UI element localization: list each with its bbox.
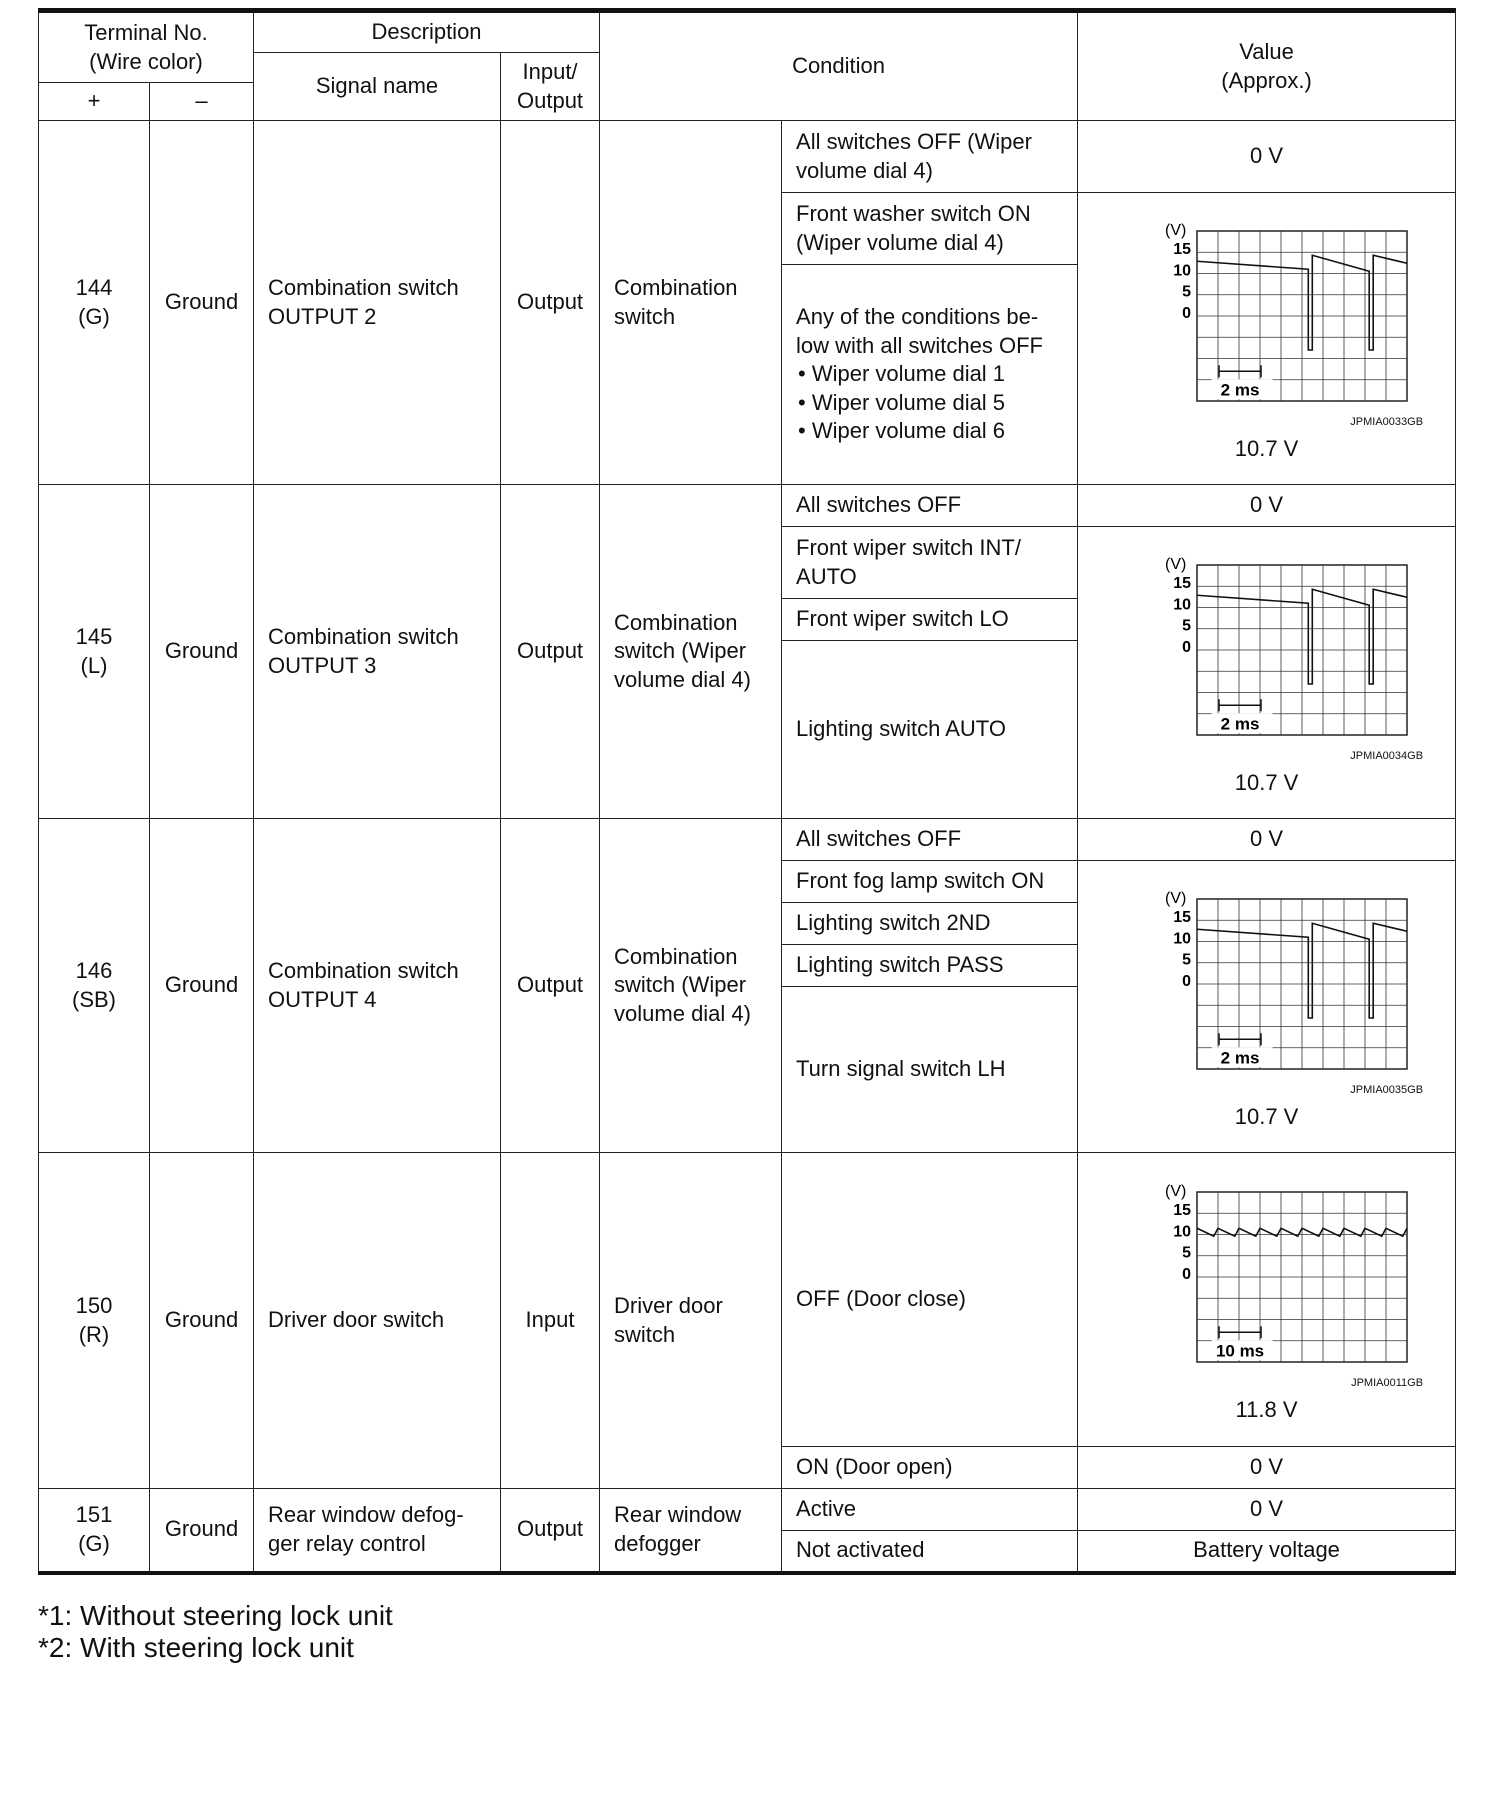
terminal-145 (39, 485, 150, 819)
header-minus: – (150, 83, 254, 121)
waveform-tick: 0 (1181, 972, 1191, 990)
terminal-144 (39, 121, 150, 485)
wire-color: (L) (80, 652, 108, 678)
io-cell: Output (501, 485, 600, 819)
header-value-label: Value (1239, 38, 1294, 64)
footnote-2: *2: With steering lock unit (38, 1632, 354, 1663)
terminal-146 (39, 819, 150, 1153)
signal-name: Driver door switch (254, 1153, 501, 1489)
waveform-tick: 10 (1172, 596, 1191, 614)
header-terminal-label: Terminal No. (84, 19, 208, 45)
io-cell: Input (501, 1153, 600, 1489)
waveform-code: JPMIA0011GB (1351, 1377, 1424, 1390)
waveform-value: 10.7 V (1234, 436, 1299, 462)
ground-cell: Ground (150, 121, 254, 485)
header-condition: Condition (600, 11, 1078, 121)
waveform-time-label: 10 ms (1215, 1341, 1264, 1361)
ground-cell: Ground (150, 485, 254, 819)
waveform-code: JPMIA0035GB (1350, 1084, 1424, 1097)
waveform-tick: 0 (1181, 638, 1191, 656)
condition-group: Combination switch (Wiper volume dial 4) (600, 819, 782, 1153)
ground-cell: Ground (150, 1489, 254, 1573)
waveform-value: 11.8 V (1235, 1397, 1298, 1423)
waveform-code: JPMIA0033GB (1350, 416, 1424, 429)
ground-cell: Ground (150, 1153, 254, 1489)
header-signal-name: Signal name (254, 53, 501, 121)
condition-cell: All switches OFF (782, 819, 1078, 861)
wire-color: (R) (78, 1321, 110, 1347)
header-input-output: Input/ Output (501, 53, 600, 121)
header-description: Description (254, 11, 600, 53)
waveform-tick: 10 (1172, 930, 1191, 948)
condition-cell: Front washer switch ON (Wiper volume dial 4) (782, 193, 1078, 265)
condition-cell: Active (782, 1489, 1078, 1531)
condition-group: Combination switch (600, 121, 782, 485)
waveform-code: JPMIA0034GB (1350, 750, 1424, 763)
waveform-cell (1078, 527, 1456, 819)
condition-list-item: • Wiper volume dial 5 (814, 389, 1071, 418)
condition-list (796, 360, 1071, 446)
waveform-tick: 10 (1172, 1223, 1191, 1241)
value-cell: 0 V (1078, 1447, 1456, 1489)
waveform-graph (1117, 881, 1417, 1081)
waveform-unit: (V) (1164, 556, 1186, 574)
waveform-cell (1078, 861, 1456, 1153)
header-terminal (39, 11, 254, 83)
waveform-tick: 5 (1181, 617, 1191, 635)
condition-cell: Lighting switch PASS (782, 945, 1078, 987)
waveform-tick: 10 (1172, 262, 1191, 280)
waveform-time-label: 2 ms (1220, 1048, 1259, 1068)
terminal-number: 150 (75, 1292, 113, 1318)
waveform-graph (1117, 547, 1417, 747)
waveform-tick: 15 (1172, 241, 1191, 259)
condition-cell: Not activated (782, 1531, 1078, 1573)
waveform-value: 10.7 V (1234, 770, 1299, 796)
value-cell: 0 V (1078, 121, 1456, 193)
header-approx-label: (Approx.) (1221, 67, 1312, 93)
header-plus: + (39, 83, 150, 121)
terminal-151 (39, 1489, 150, 1573)
condition-list-item: • Wiper volume dial 1 (814, 360, 1071, 389)
condition-cell: ON (Door open) (782, 1447, 1078, 1489)
waveform-cell (1078, 1153, 1456, 1447)
condition-cell: Lighting switch AUTO (782, 641, 1078, 819)
condition-group: Combination switch (Wiper volume dial 4) (600, 485, 782, 819)
header-value (1078, 11, 1456, 121)
wire-color: (G) (78, 303, 110, 329)
terminal-table-wrapper (38, 8, 1455, 1575)
signal-name: Combination switch OUTPUT 2 (254, 121, 501, 485)
value-cell: Battery voltage (1078, 1531, 1456, 1573)
waveform-tick: 5 (1181, 283, 1191, 301)
waveform-time-label: 2 ms (1220, 380, 1259, 400)
condition-cell: Front wiper switch LO (782, 599, 1078, 641)
terminal-number: 144 (75, 274, 113, 300)
terminal-150 (39, 1153, 150, 1489)
waveform-tick: 15 (1172, 575, 1191, 593)
signal-name: Rear window defog-ger relay control (254, 1489, 501, 1573)
value-cell: 0 V (1078, 1489, 1456, 1531)
header-wire-color-label: (Wire color) (89, 48, 203, 74)
condition-list-item: • Wiper volume dial 6 (814, 417, 1071, 446)
condition-cell: Front wiper switch INT/ AUTO (782, 527, 1078, 599)
terminal-number: 145 (75, 623, 113, 649)
waveform-tick: 5 (1181, 1244, 1191, 1262)
waveform-unit: (V) (1164, 1183, 1186, 1201)
waveform-tick: 0 (1181, 304, 1191, 322)
waveform-graph (1117, 213, 1417, 413)
waveform-cell (1078, 193, 1456, 485)
terminal-number: 146 (75, 957, 113, 983)
condition-intro: Any of the conditions be-low with all switches OFF (796, 304, 1043, 358)
waveform-unit: (V) (1164, 222, 1186, 240)
footnote-1: *1: Without steering lock unit (38, 1600, 393, 1631)
io-cell: Output (501, 819, 600, 1153)
waveform-value: 10.7 V (1234, 1104, 1299, 1130)
condition-group: Rear window defogger (600, 1489, 782, 1573)
condition-cell (782, 265, 1078, 485)
value-cell: 0 V (1078, 819, 1456, 861)
waveform-graph (1117, 1174, 1417, 1374)
wire-color: (SB) (72, 986, 116, 1012)
io-cell: Output (501, 121, 600, 485)
waveform-tick: 0 (1181, 1265, 1191, 1283)
signal-name: Combination switch OUTPUT 3 (254, 485, 501, 819)
value-cell: 0 V (1078, 485, 1456, 527)
wire-color: (G) (78, 1530, 110, 1556)
condition-group: Driver door switch (600, 1153, 782, 1489)
ground-cell: Ground (150, 819, 254, 1153)
condition-cell: OFF (Door close) (782, 1153, 1078, 1447)
condition-cell: All switches OFF (782, 485, 1078, 527)
terminal-number: 151 (75, 1502, 113, 1528)
condition-cell: Turn signal switch LH (782, 987, 1078, 1153)
io-cell: Output (501, 1489, 600, 1573)
condition-cell: Lighting switch 2ND (782, 903, 1078, 945)
waveform-unit: (V) (1164, 890, 1186, 908)
waveform-tick: 15 (1172, 909, 1191, 927)
signal-name: Combination switch OUTPUT 4 (254, 819, 501, 1153)
waveform-tick: 15 (1172, 1202, 1191, 1220)
condition-cell: All switches OFF (Wiper volume dial 4) (782, 121, 1078, 193)
condition-cell: Front fog lamp switch ON (782, 861, 1078, 903)
waveform-tick: 5 (1181, 951, 1191, 969)
waveform-time-label: 2 ms (1220, 714, 1259, 734)
terminal-table (38, 8, 1456, 1575)
